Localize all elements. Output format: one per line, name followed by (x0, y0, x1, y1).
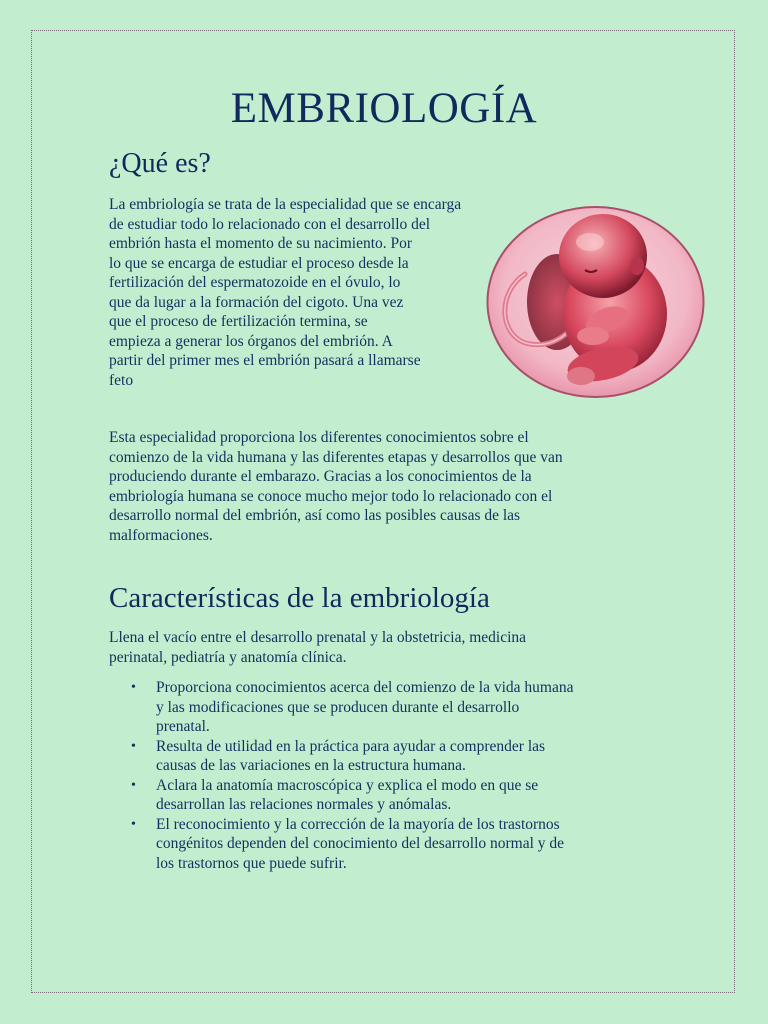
text-line: comienzo de la vida humana y las diferentes etapas y desarrollos que van (109, 448, 563, 466)
text-line: malformaciones. (109, 526, 213, 544)
page-title: EMBRIOLOGÍA (230, 85, 538, 132)
text-line: Proporciona conocimientos acerca del comienzo de la vida humana (156, 679, 574, 696)
list-item (109, 678, 669, 737)
text-line: Resulta de utilidad en la práctica para ayudar a comprender las (156, 737, 546, 755)
characteristics-intro (109, 628, 619, 667)
text-line: de estudiar todo lo relacionado con el desarrollo del (109, 215, 431, 233)
text-line: que el proceso de fertilización termina, se (109, 313, 368, 330)
embryo-illustration-icon (485, 204, 706, 400)
text-line: desarrollan las relaciones normales y anómalas. (156, 796, 452, 813)
second-paragraph (109, 428, 639, 545)
bullet-icon: • (131, 816, 136, 832)
text-line: prenatal. (156, 718, 210, 735)
characteristics-list (109, 678, 669, 873)
text-line: lo que se encarga de estudiar el proceso desde la (109, 254, 409, 272)
list-item (109, 776, 669, 815)
text-line: empieza a generar los órganos del embrión. A (109, 332, 393, 350)
intro-paragraph (109, 195, 539, 390)
list-item (109, 815, 669, 874)
text-line: El reconocimiento y la corrección de la mayoría de los trastornos (156, 815, 560, 833)
text-line: los trastornos que puede sufrir. (156, 854, 347, 872)
bullet-icon: • (131, 738, 136, 754)
text-line: Llena el vacío entre el desarrollo prenatal y la obstetricia, medicina (109, 629, 527, 646)
text-line: perinatal, pediatría y anatomía clínica. (109, 648, 347, 666)
section-heading-que-es: ¿Qué es? (109, 148, 211, 179)
list-item (109, 737, 669, 776)
text-line: partir del primer mes el embrión pasará a llamarse (109, 352, 421, 369)
text-line: embriología humana se conoce mucho mejor todo lo relacionado con el (109, 487, 553, 505)
bullet-icon: • (131, 680, 136, 695)
text-line: desarrollo normal del embrión, así como las posibles causas de las (109, 507, 521, 524)
embryo-image (485, 204, 706, 400)
section-heading-caracteristicas: Características de la embriología (109, 582, 490, 614)
text-line: La embriología se trata de la especialidad que se encarga (109, 196, 462, 213)
text-line: y las modificaciones que se producen durante el desarrollo (156, 698, 520, 716)
bullet-icon: • (131, 777, 136, 793)
text-line: feto (109, 371, 134, 389)
text-line: fertilización del espermatozoide en el óvulo, lo (109, 274, 401, 291)
text-line: causas de las variaciones en la estructura humana. (156, 757, 466, 774)
text-line: embrión hasta el momento de su nacimiento. Por (109, 235, 413, 252)
text-line: Esta especialidad proporciona los diferentes conocimientos sobre el (109, 429, 529, 446)
text-line: congénitos dependen del conocimiento del desarrollo normal y de (156, 835, 565, 852)
text-line: Aclara la anatomía macroscópica y explica el modo en que se (156, 776, 539, 794)
text-line: que da lugar a la formación del cigoto. Una vez (109, 293, 404, 311)
text-line: produciendo durante el embarazo. Gracias a los conocimientos de la (109, 468, 532, 485)
